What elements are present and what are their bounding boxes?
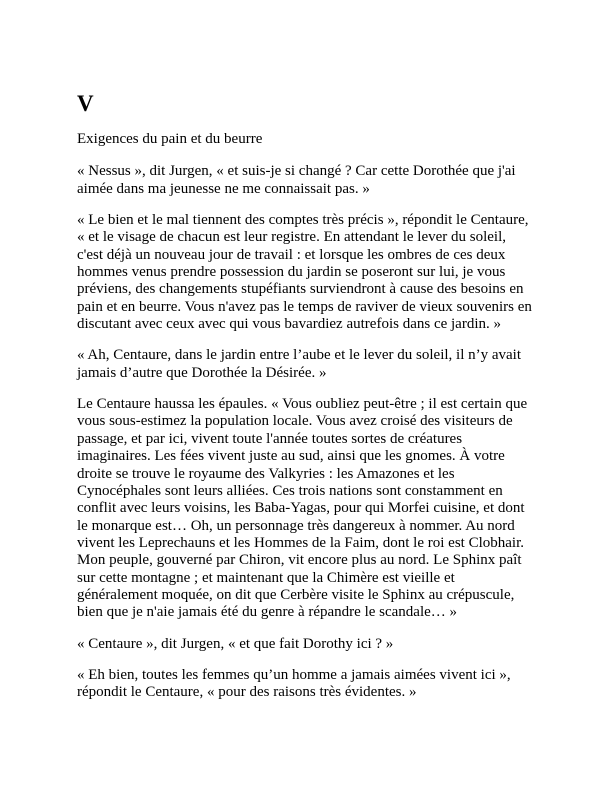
text-line: sur cette montagne ; et maintenant que la Chimère est vieille et bbox=[77, 569, 455, 586]
text-line: vivent les Leprechauns et les Hommes de la Faim, dont le roi est Clobhair. bbox=[77, 534, 524, 551]
text-line: aimée dans ma jeunesse ne me connaissait pas. » bbox=[77, 180, 370, 197]
text-line: hommes venus prendre possession du jardin se poseront sur lui, je vous bbox=[77, 264, 506, 281]
text-line: conflit avec leurs voisins, les Baba-Yagas, pour qui Morfei cuisine, et dont bbox=[77, 500, 525, 517]
text-line: bien que je n'aie jamais été du genre à répandre le scandale… » bbox=[77, 604, 458, 621]
text-line: Le Centaure haussa les épaules. « Vous oubliez peut-être ; il est certain que bbox=[77, 396, 528, 413]
chapter-title: Exigences du pain et du beurre bbox=[77, 131, 263, 147]
paragraph bbox=[77, 667, 547, 702]
paragraph bbox=[77, 212, 547, 333]
text-line: Mon peuple, gouverné par Chiron, vit encore plus au nord. Le Sphinx paît bbox=[77, 552, 522, 569]
text-line: généralement moquée, on dit que Cerbère visite le Sphinx au crépuscule, bbox=[77, 586, 515, 603]
text-line: Cynocéphales sont leurs alliées. Ces trois nations sont constamment en bbox=[77, 482, 503, 499]
text-line: répondit le Centaure, « pour des raisons très évidentes. » bbox=[77, 684, 417, 701]
text-line: « Eh bien, toutes les femmes qu’un homme a jamais aimées vivent ici », bbox=[77, 666, 511, 683]
paragraph bbox=[77, 347, 547, 382]
paragraph bbox=[77, 396, 547, 621]
text-line: passage, et par ici, vivent toute l'année toutes sortes de créatures bbox=[77, 430, 463, 447]
text-line: « et le visage de chacun est leur registre. En attendant le lever du soleil, bbox=[77, 229, 507, 246]
text-line: « Nessus », dit Jurgen, « et suis-je si changé ? Car cette Dorothée que j'ai bbox=[77, 163, 516, 180]
paragraph bbox=[77, 636, 547, 653]
text-line: « Centaure », dit Jurgen, « et que fait Dorothy ici ? » bbox=[77, 635, 394, 652]
chapter-number: V bbox=[77, 91, 94, 116]
text-line: préviens, des changements stupéfiants surviendront à cause des besoins en bbox=[77, 281, 524, 298]
text-line: pain et en beurre. Vous n'avez pas le temps de raviver de vieux souvenirs en bbox=[77, 298, 532, 315]
text-line: droite se trouve le royaume des Valkyries : les Amazones et les bbox=[77, 465, 455, 482]
text-line: vous sous-estimez la population locale. Vous avez croisé des visiteurs de bbox=[77, 413, 513, 430]
text-line: « Le bien et le mal tiennent des comptes très précis », répondit le Centaure, bbox=[77, 212, 529, 229]
text-line: le monarque est… Oh, un personnage très dangereux à nommer. Au nord bbox=[77, 517, 515, 534]
chapter-body bbox=[77, 131, 547, 716]
text-line: discutant avec ceux avec qui vous bavardiez autrefois dans ce jardin. » bbox=[77, 316, 501, 333]
text-line: c'est déjà un nouveau jour de travail : et lorsque les ombres de ces deux bbox=[77, 246, 506, 263]
text-line: jamais d’autre que Dorothée la Désirée. » bbox=[77, 364, 327, 381]
text-line: « Ah, Centaure, dans le jardin entre l’aube et le lever du soleil, il n’y avait bbox=[77, 347, 522, 364]
text-line: imaginaires. Les fées vivent juste au sud, ainsi que les gnomes. À votre bbox=[77, 448, 505, 465]
paragraph bbox=[77, 163, 547, 198]
